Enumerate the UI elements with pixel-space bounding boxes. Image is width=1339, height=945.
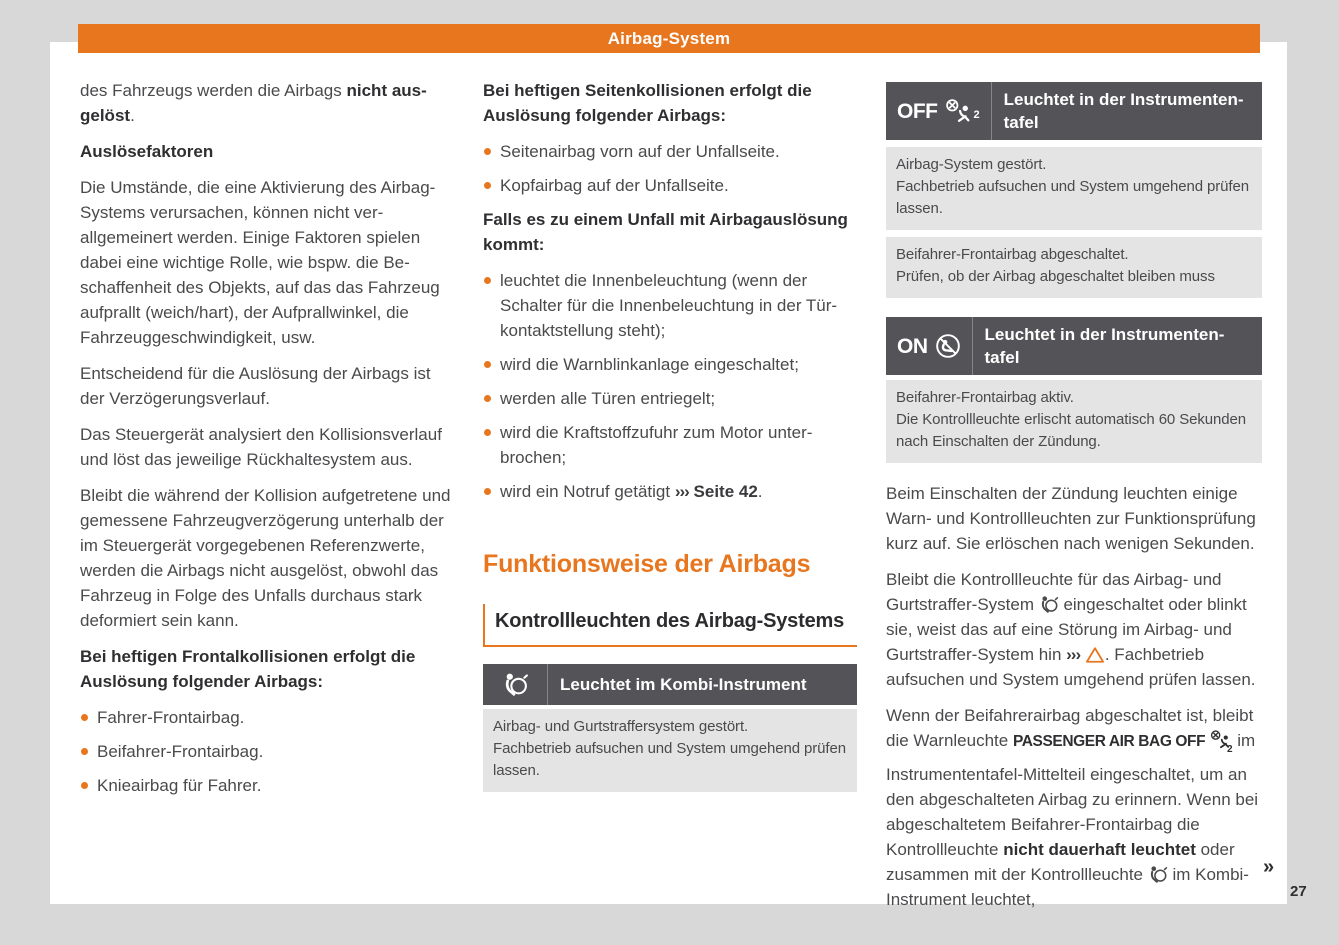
page-continuation-marker: » [1263, 856, 1275, 878]
column-left [80, 78, 452, 807]
bullet-list [80, 705, 452, 798]
paragraph [80, 78, 452, 128]
icon-subscript: 2 [1226, 744, 1233, 755]
cross-reference-marker: ››› [674, 482, 689, 501]
bullet-dot [484, 488, 491, 495]
text-run: . [757, 482, 763, 501]
text-run: oder zusammen mit der Kontrollleuchte [886, 840, 1235, 884]
paragraph: Beim Einschalten der Zündung leuchten einige Warn- und Kontrollleuchten zur Funktionsprüfung kurz auf. Sie erlöschen nach wenigen Sekunden. [886, 484, 1256, 553]
bullet-dot [484, 429, 491, 436]
chapter-header-bar [78, 24, 1260, 53]
text-run: des Fahrzeugs werden die Airbags [80, 81, 347, 100]
indicator-icon-cell [483, 664, 548, 705]
indicator-note [886, 380, 1262, 463]
list-item [483, 352, 857, 377]
note-line: Fachbetrieb aufsuchen und System umgehend prüfen lassen. [493, 740, 846, 779]
note-line: Beifahrer-Frontairbag aktiv. [896, 389, 1074, 406]
list-item [80, 773, 452, 798]
subheading: Bei heftigen Frontalkollisionen erfolgt die Auslösung folgender Airbags: [80, 647, 416, 691]
text-run: wird ein Notruf getätigt [500, 482, 675, 501]
indicator-note [886, 237, 1262, 298]
indicator-table-header-row [886, 82, 1262, 140]
text-run: . [130, 106, 135, 125]
list-item-text: Beifahrer-Frontairbag. [97, 742, 264, 761]
indicator-caption: Leuchtet in der Instrumententafel [984, 325, 1225, 367]
bullet-dot [484, 182, 491, 189]
bullet-dot [81, 714, 88, 721]
text-run: im Instrumententafel-Mittelteil eingeschaltet, um an den abgeschalteten Airbag zu erinnern. Wenn bei abgeschaltetem Beifahrer-Frontairbag die Kontrollleuchte [886, 731, 1259, 859]
paragraph: Bleibt die während der Kollision aufgetretene und gemessene Fahrzeugverzögerung unterhalb der im Steuergerät vorgegebenen Referenzwerte, werden die Airbags nicht ausgelöst, obwohl das Fahrzeug in Folge des Unfalls durchaus stark deformiert sein kann. [80, 486, 451, 630]
paragraph: Die Umstände, die eine Aktivierung des Airbag-Systems verursachen, können nicht verallgemeinert werden. Einige Faktoren spielen dabei eine wichtige Rolle, wie bspw. die Beschaffenheit des Objekts, auf das das Fahrzeug aufprallt (weich/hart), der Aufprallwinkel, die Fahrzeuggeschwindigkeit, usw. [80, 178, 440, 347]
list-item [483, 420, 857, 470]
on-label: ON [897, 334, 928, 358]
paragraph [886, 703, 1262, 912]
indicator-note [483, 709, 857, 792]
note-line: Airbag-System gestört. [896, 156, 1047, 173]
cross-reference-link[interactable]: Seite 42 [693, 482, 758, 501]
list-item-text [500, 479, 763, 504]
airbag-off-icon [945, 99, 972, 124]
text-run: Bleibt die Kontrollleuchte für das Airbag- und Gurtstraffer-System [886, 570, 1222, 614]
bullet-list [483, 139, 857, 198]
airbag-warning-icon [502, 672, 529, 697]
list-item-text: wird die Kraftstoffzufuhr zum Motor unterbrochen; [500, 423, 813, 467]
text-run-bold: nicht ausgelöst [80, 81, 427, 125]
list-item-text: Kopfairbag auf der Unfallseite. [500, 176, 729, 195]
airbag-warning-icon [1039, 595, 1059, 614]
bullet-list [483, 268, 857, 504]
bullet-dot [484, 361, 491, 368]
page-number: 27 [1290, 883, 1307, 900]
bullet-dot [484, 148, 491, 155]
indicator-icon-cell [886, 82, 992, 140]
text-run-bold: nicht dauerhaft leuchtet [1003, 840, 1196, 859]
text-run: eingeschaltet oder blinkt sie, weist das auf eine Störung im Airbag- und Gurtstraffer-System hin [886, 595, 1247, 664]
indicator-caption: Leuchtet im Kombi-Instrument [560, 675, 807, 694]
subheading: Bei heftigen Seitenkollisionen erfolgt die Auslösung folgender Airbags: [483, 81, 812, 125]
list-item-text: Seitenairbag vorn auf der Unfallseite. [500, 142, 780, 161]
list-item-text: leuchtet die Innenbeleuchtung (wenn der Schalter für die Innenbeleuchtung in der Türkontaktstellung steht); [500, 271, 838, 340]
list-item-text: wird die Warnblinkanlage eingeschaltet; [500, 355, 799, 374]
paragraph: Das Steuergerät analysiert den Kollisionsverlauf und löst das jeweilige Rückhaltesystem aus. [80, 425, 442, 469]
list-item [483, 173, 857, 198]
indicator-table-header-row [886, 317, 1262, 375]
list-item [80, 739, 452, 764]
indicator-note [886, 147, 1262, 230]
note-line: Fachbetrieb aufsuchen und System umgehend prüfen lassen. [896, 178, 1249, 217]
list-item [483, 139, 857, 164]
topic-title: Kontrollleuchten des Airbag-Systems [483, 604, 857, 647]
note-line: Beifahrer-Frontairbag abgeschaltet. [896, 246, 1129, 263]
bullet-dot [484, 395, 491, 402]
note-line: Prüfen, ob der Airbag abgeschaltet bleiben muss [896, 268, 1215, 285]
list-item-text: Fahrer-Frontairbag. [97, 708, 245, 727]
column-right [886, 78, 1262, 923]
bullet-dot [81, 748, 88, 755]
indicator-caption: Leuchtet in der Instrumententafel [1003, 90, 1244, 132]
list-item [483, 268, 857, 343]
text-run: im Kombi-Instrument leuchtet, [886, 865, 1249, 909]
indicator-table-header-row [483, 664, 857, 705]
child-seat-crossed-icon [935, 333, 961, 359]
list-item-text: werden alle Türen entriegelt; [500, 389, 716, 408]
list-item [483, 386, 857, 411]
off-label: OFF [897, 99, 938, 123]
airbag-warning-icon [1148, 865, 1168, 884]
warning-triangle-icon [1085, 646, 1105, 664]
subheading: Falls es zu einem Unfall mit Airbagauslösung kommt: [483, 210, 848, 254]
manual-page [50, 28, 1287, 909]
passenger-airbag-off-label: PASSENGER AIR BAG OFF [1012, 733, 1206, 750]
bullet-dot [81, 782, 88, 789]
text-run: . Fachbetrieb aufsuchen und System umgehend prüfen lassen. [886, 645, 1256, 689]
section-title: Funktionsweise der Airbags [483, 550, 811, 578]
subheading: Auslösefaktoren [80, 142, 214, 161]
indicator-icon-cell [886, 317, 973, 375]
chapter-title: Airbag-System [607, 28, 731, 48]
note-line: Airbag- und Gurtstraffersystem gestört. [493, 718, 749, 735]
list-item [80, 705, 452, 730]
paragraph: Entscheidend für die Auslösung der Airbags ist der Verzögerungsverlauf. [80, 364, 431, 408]
cross-reference-marker: ››› [1066, 645, 1081, 664]
bullet-dot [484, 277, 491, 284]
column-middle [483, 78, 857, 792]
note-line: Die Kontrollleuchte erlischt automatisch 60 Sekunden nach Einschalten der Zündung. [896, 411, 1247, 450]
list-item-text: Knieairbag für Fahrer. [97, 776, 262, 795]
paragraph [886, 567, 1262, 692]
icon-subscript: 2 [973, 109, 980, 121]
list-item [483, 479, 857, 504]
text-run: Wenn der Beifahrerairbag abgeschaltet ist, bleibt die Warnleuchte [886, 706, 1254, 750]
